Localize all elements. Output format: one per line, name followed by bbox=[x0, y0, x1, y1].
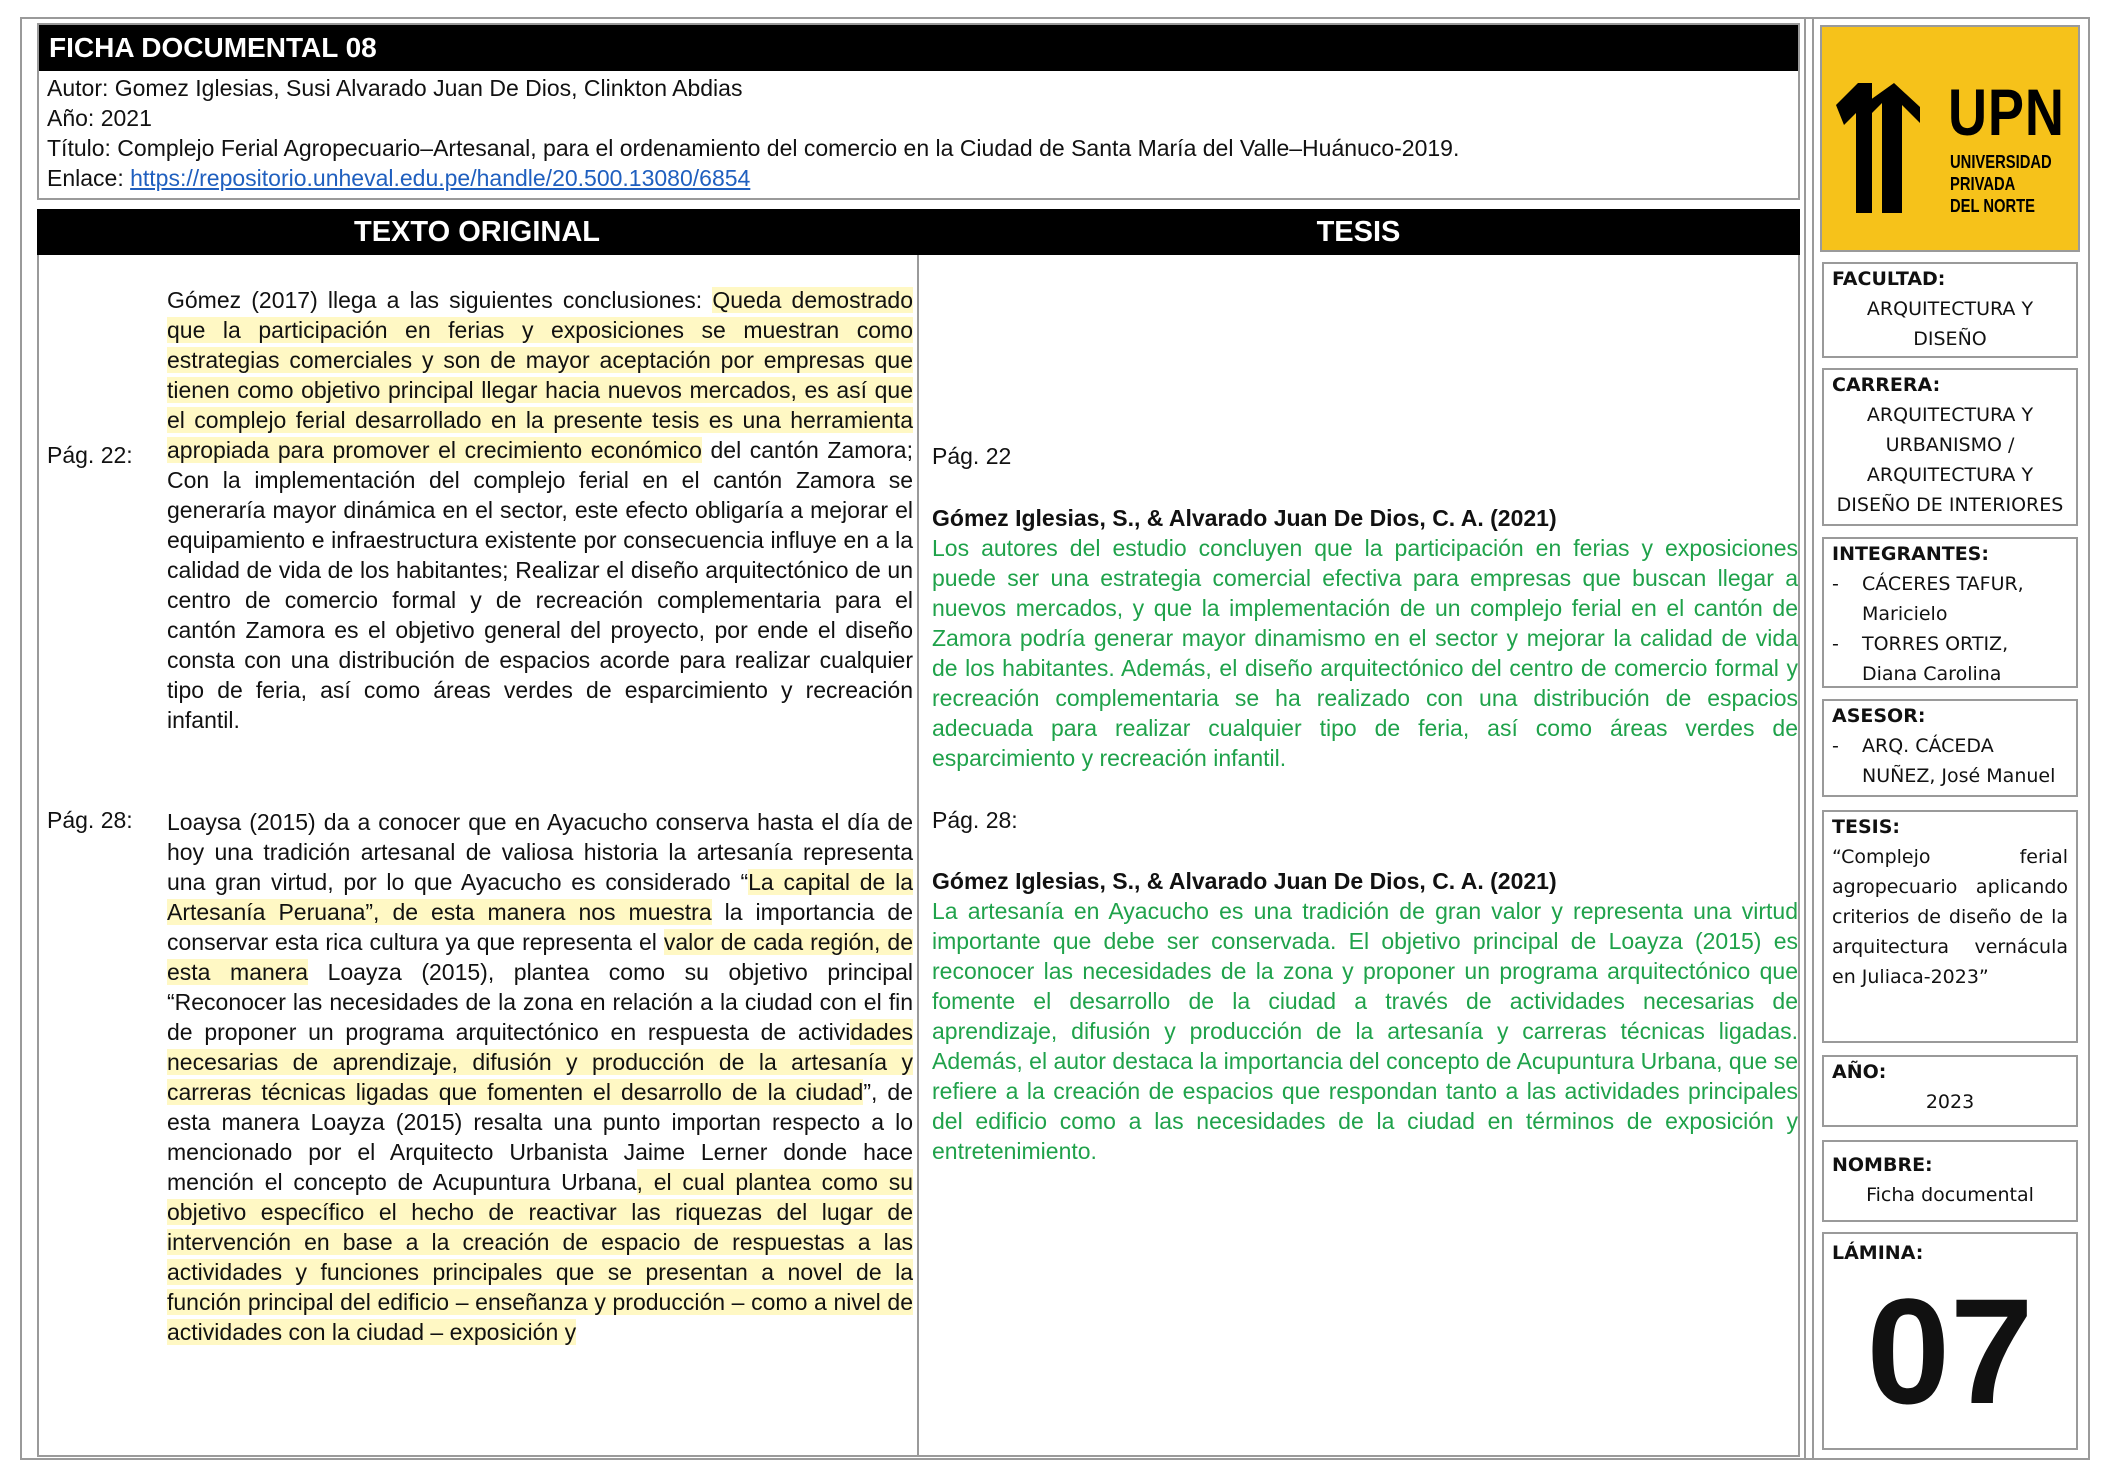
facultad-label: FACULTAD: bbox=[1832, 268, 1946, 290]
tesis-citation-1: Gómez Iglesias, S., & Alvarado Juan De Dios, C. A. (2021) bbox=[932, 505, 1557, 531]
lamina-label: LÁMINA: bbox=[1832, 1242, 1924, 1264]
carrera-box bbox=[1822, 368, 2078, 526]
nombre-value: Ficha documental bbox=[1866, 1184, 2034, 1206]
link-label: Enlace: bbox=[47, 165, 131, 191]
asesor-item: - ARQ. CÁCEDA NUÑEZ, José Manuel bbox=[1832, 735, 2056, 787]
university-name bbox=[1950, 151, 2052, 217]
original-paragraph-2 bbox=[167, 807, 913, 1347]
carrera-value: DISEÑO DE INTERIORES bbox=[1836, 494, 2064, 516]
carrera-value: ARQUITECTURA Y bbox=[1866, 464, 2034, 486]
original-text: ”, de esta manera Loayza (2015) resalta una punto importan respecto a lo mencionado por el Arquitecto Urbanista Jaime Lerner donde hace mención el concepto de Acupuntura Urbana bbox=[167, 1079, 913, 1195]
facultad-box bbox=[1822, 262, 2078, 358]
integrantes-box bbox=[1822, 537, 2078, 688]
lamina-box bbox=[1822, 1232, 2078, 1450]
tesis-box bbox=[1822, 810, 2078, 1043]
lamina-number: 07 bbox=[1866, 1267, 2034, 1435]
tesis-page-ref-22: Pág. 22 bbox=[932, 443, 1012, 469]
tesis-page-ref-28: Pág. 28: bbox=[932, 807, 1018, 833]
anio-box bbox=[1822, 1055, 2078, 1127]
member-item: - TORRES ORTIZ, Diana Carolina bbox=[1832, 633, 2009, 685]
page-ref-28: Pág. 28: bbox=[47, 807, 133, 833]
asesor-name: ARQ. CÁCEDA bbox=[1862, 735, 1994, 757]
original-text: del cantón Zamora; Con la implementación del complejo ferial en el cantón Zamora se generaría mayor dinámica en el sector, este efecto obligaría a mejorar el equipamiento e infraestructura existente por consecuencia influye en a la calidad de vida de los habitantes; Realizar el diseño arquitectónico de un centro de comercio formal y de recreación complementaria para el cantón Zamora es el objetivo general del proyecto, por ende el diseño consta con una distribución de espacios acorde para realizar cualquier tipo de feria, así como áreas verdes de esparcimiento y recreación infantil. bbox=[167, 437, 913, 733]
tesis-paragraph-2: La artesanía en Ayacucho es una tradición de gran valor y representa una virtud importante que debe ser conservada. El objetivo principal de Loayza (2015) es reconocer las necesidades de la zona y proponer un programa arquitectónico que fomente el desarrollo de la ciudad a través de actividades necesarias de aprendizaje, difusión y producción de la artesanía y carreras técnicas ligadas. Además, el autor destaca la importancia del concepto de Acupuntura Urbana, que se refiere a la creación de espacios que respondan tanto a las actividades principales del edificio como a las necesidades de la ciudad en términos de exposición y entretenimiento. bbox=[932, 898, 1798, 1164]
member-name: Diana Carolina bbox=[1862, 663, 2002, 685]
member-item: - CÁCERES TAFUR, Maricielo bbox=[1832, 573, 2024, 625]
original-text: Gómez (2017) llega a las siguientes conclusiones: bbox=[167, 287, 713, 313]
tesis-label: TESIS: bbox=[1832, 816, 1900, 838]
sidebar-separator-2 bbox=[1812, 17, 1814, 1460]
facultad-value: ARQUITECTURA Y bbox=[1866, 298, 2034, 320]
member-name: Maricielo bbox=[1862, 603, 1948, 625]
author-line: Autor: Gomez Iglesias, Susi Alvarado Juan De Dios, Clinkton Abdias bbox=[47, 75, 743, 101]
column-header-original: TEXTO ORIGINAL bbox=[37, 209, 917, 255]
tesis-title: “Complejo ferial agropecuario aplicando criterios de diseño de la arquitectura vernácula en Juliaca-2023” bbox=[1832, 846, 2068, 988]
original-text: Loaysa (2015) da a conocer que en Ayacucho conserva hasta el día de hoy una tradición artesanal de valiosa historia la artesanía representa una gran virtud, por lo que Ayacucho es considerado “ bbox=[167, 809, 913, 895]
document-title: FICHA DOCUMENTAL 08 bbox=[39, 25, 1798, 71]
highlighted-text: , el cual plantea como su objetivo específico el hecho de reactivar las riquezas del lugar de intervención en base a la creación de espacio de respuestas a las actividades y funciones principales que se presentan a novel de la función principal del edificio – enseñanza y producción – como a nivel de actividades con la ciudad – exposición y bbox=[167, 1169, 913, 1345]
nombre-label: NOMBRE: bbox=[1832, 1154, 1933, 1176]
university-name-line: UNIVERSIDAD bbox=[1950, 152, 2052, 172]
upn-logo bbox=[1820, 25, 2080, 252]
column-header-tesis: TESIS bbox=[917, 209, 1800, 255]
year-line: Año: 2021 bbox=[47, 105, 152, 131]
facultad-value: DISEÑO bbox=[1913, 328, 1987, 350]
carrera-label: CARRERA: bbox=[1832, 374, 1941, 396]
university-name-line: PRIVADA bbox=[1950, 174, 2016, 194]
nombre-box bbox=[1822, 1140, 2078, 1222]
highlighted-text: dades necesarias de aprendizaje, difusión y producción de la artesanía y carreras técnicas ligadas que fomenten el desarrollo de la ciudad bbox=[167, 1019, 913, 1105]
carrera-value: URBANISMO / bbox=[1885, 434, 2015, 456]
header-info bbox=[47, 73, 1787, 193]
anio-value: 2023 bbox=[1925, 1091, 1975, 1113]
asesor-box bbox=[1822, 699, 2078, 797]
highlighted-text: valor de cada región, de esta manera bbox=[167, 929, 913, 985]
asesor-name: NUÑEZ, José Manuel bbox=[1862, 765, 2056, 787]
link-line bbox=[47, 163, 1787, 193]
tesis-paragraph-1: Los autores del estudio concluyen que la participación en ferias y exposiciones puede ser una estrategia comercial efectiva para empresas que buscan llegar a nuevos mercados, y que la implementación de un complejo ferial en el cantón de Zamora podría generar mayor dinamismo en el sector y mejorar la calidad de vida de los habitantes. Además, el diseño arquitectónico del centro de comercio formal y recreación complementaria se ha realizado con una distribución de espacios adecuada para realizar cualquier tipo de feria, así como áreas verdes de esparcimiento y recreación infantil. bbox=[932, 535, 1798, 771]
sidebar-separator bbox=[1804, 17, 1806, 1460]
highlighted-text: Queda demostrado que la participación en ferias y exposiciones se muestran como estrategias comerciales y son de mayor aceptación por empresas que tienen como objetivo principal llegar hacia nuevos mercados, es así que el complejo ferial desarrollado en la presente tesis es una herramienta apropiada para promover el crecimiento económico bbox=[167, 287, 914, 463]
upn-wordmark: UPN bbox=[1948, 75, 2065, 149]
title-line: Título: Complejo Ferial Agropecuario–Artesanal, para el ordenamiento del comercio en la Ciudad de Santa María del Valle–Huánuco-2019. bbox=[47, 135, 1460, 161]
page-ref-22: Pág. 22: bbox=[47, 442, 133, 468]
original-text: la importancia de conservar esta rica cultura ya que representa el bbox=[167, 899, 913, 955]
member-name: TORRES ORTIZ, bbox=[1862, 633, 2009, 655]
asesor-label: ASESOR: bbox=[1832, 705, 1926, 727]
anio-label: AÑO: bbox=[1832, 1061, 1887, 1083]
integrantes-label: INTEGRANTES: bbox=[1832, 543, 1989, 565]
highlighted-text: La capital de la Artesanía Peruana”, de esta manera nos muestra bbox=[167, 869, 913, 925]
column-divider bbox=[917, 255, 919, 1457]
tesis-citation-2: Gómez Iglesias, S., & Alvarado Juan De Dios, C. A. (2021) bbox=[932, 868, 1557, 894]
member-name: CÁCERES TAFUR, bbox=[1862, 573, 2024, 595]
original-text: Loayza (2015), plantea como su objetivo principal “Reconocer las necesidades de la zona en relación a la ciudad con el fin de proponer un programa arquitectónico en respuesta de activi bbox=[167, 959, 913, 1045]
upn-arrow-icon bbox=[1836, 83, 1948, 213]
repository-link[interactable]: https://repositorio.unheval.edu.pe/handle/20.500.13080/6854 bbox=[130, 165, 751, 191]
original-paragraph-1 bbox=[167, 285, 913, 735]
university-name-line: DEL NORTE bbox=[1950, 196, 2036, 216]
carrera-value: ARQUITECTURA Y bbox=[1866, 404, 2034, 426]
